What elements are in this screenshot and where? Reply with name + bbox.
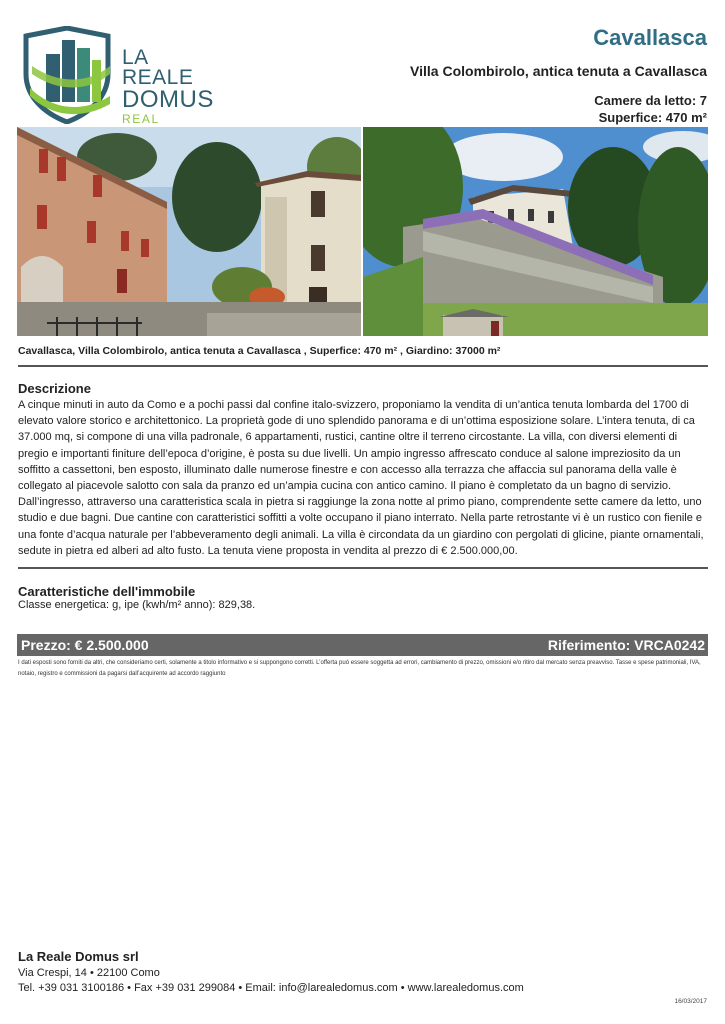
brand-logo: [18, 26, 218, 124]
features-heading: Caratteristiche dell'immobile: [18, 584, 196, 599]
surface-area: Superfice: 470 m²: [598, 110, 707, 125]
listing-subtitle: Villa Colombirolo, antica tenuta a Cavallasca: [410, 63, 707, 79]
logo-text-la-reale: LA REALE: [122, 46, 194, 89]
energy-class: Classe energetica: g, ipe (kwh/m² anno): 829,38.: [18, 599, 256, 611]
divider: [18, 365, 708, 367]
bedrooms-count: Camere da letto: 7: [594, 93, 707, 108]
page-title: Cavallasca: [593, 25, 707, 50]
logo-text-domus: DOMUS: [122, 86, 214, 113]
villa-garden-wall-photo: [363, 127, 708, 336]
disclaimer: I dati esposti sono forniti da altri, che consideriamo certi, solamente a titolo informativo e si suppongono corretti. L’offerta può essere soggetta ad errori, cambiamento di prezzo, omissioni e/o ritiro dal mercato senza preavviso. Tasse e spese patrimoniali, IVA, notaio, registro e commissioni da pagarsi dall’acquirente ad accordo raggiunto: [18, 660, 701, 677]
shield-logo-icon: [18, 26, 116, 124]
company-contacts: Tel. +39 031 3100186 • Fax +39 031 299084 • Email: info@larealedomus.com • www.larealedomus.com: [18, 982, 524, 994]
company-name: La Reale Domus srl: [18, 949, 139, 964]
print-date: 16/03/2017: [674, 998, 707, 1005]
logo-text-real-estate: REAL: [122, 112, 160, 126]
photo-caption: Cavallasca, Villa Colombirolo, antica tenuta a Cavallasca , Superfice: 470 m² , Giardino: 37000 m²: [18, 345, 501, 357]
price-bar: [17, 634, 708, 656]
description-heading: Descrizione: [18, 381, 91, 396]
description-text: A cinque minuti in auto da Como e a pochi passi dal confine italo-svizzero, proponiamo la vendita di un’antica tenuta lombarda del 1700 di elevato valore storico e architettonico. La proprietà gode di uno splendido panorama e di un’ottima esposizione solare. L’intera tenuta, di ca 37.000 mq, si compone di una villa padronale, 6 appartamenti, rustici, cantine oltre il terreno circostante. La villa, con diversi elementi di pregio e importanti finiture dell’epoca d’origine, è posta su due livelli. Un ampio ingresso affrescato conduce al salone impreziosito da un soffitto a cassettoni, ben esposto, illuminato dalle numerose finestre e con accesso alla terrazza che affaccia sul panorama della valle è collegato al piacevole salotto con sala da pranzo ed un’ampia cucina con antico camino. Il piano è completato da un bagno di servizio. Dall’ingresso, attraverso una caratteristica scala in pietra si raggiunge la zona notte al primo piano, comprendente sette camere da letto, uno studio e due bagni. Due cantine con caratteristici soffitti a volte occupano il piano interrato. Nella parte retrostante vi è un rustico con fienile e una fonte d’acqua naturale per l’abbeveramento degli animali. La villa è circondata da un giardino con pergolati di glicine, piante ornamentali, sedute in pietra ed alberi ad alto fusto. La tenuta viene proposta in vendita al prezzo di € 2.500.000,00.: [18, 399, 704, 557]
divider: [18, 567, 708, 569]
villa-courtyard-photo: [17, 127, 361, 336]
company-address: Via Crespi, 14 • 22100 Como: [18, 967, 160, 979]
price: Prezzo: € 2.500.000: [21, 637, 149, 653]
reference-code: Riferimento: VRCA0242: [547, 637, 705, 653]
